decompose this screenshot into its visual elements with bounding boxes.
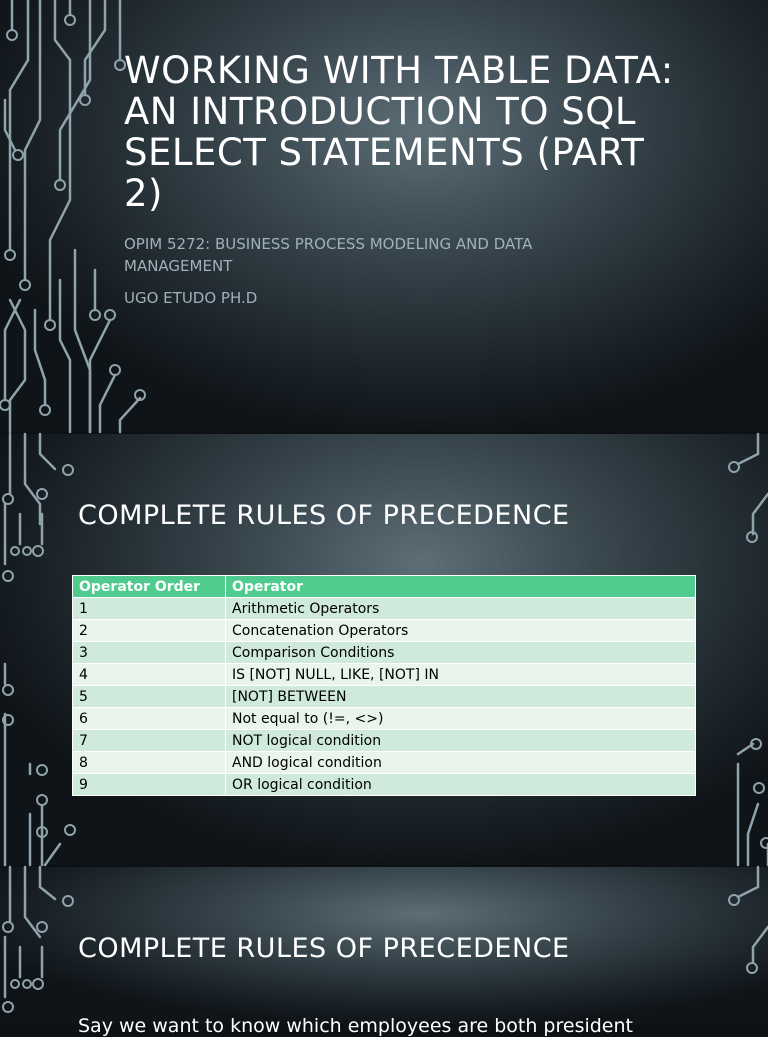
circuit-decoration-right (708, 434, 768, 865)
table-row (73, 664, 696, 686)
slide-heading: COMPLETE RULES OF PRECEDENCE (78, 933, 570, 964)
operator-order-cell: 5 (73, 686, 226, 708)
circuit-decoration-left (0, 867, 80, 1024)
operator-order-cell: 8 (73, 752, 226, 774)
table-row (73, 620, 696, 642)
table-row (73, 598, 696, 620)
operator-cell: AND logical condition (226, 752, 696, 774)
operator-order-cell: 3 (73, 642, 226, 664)
operator-order-cell: 1 (73, 598, 226, 620)
column-header-operator-order: Operator Order (73, 576, 226, 598)
table-header-row (73, 576, 696, 598)
operator-cell: [NOT] BETWEEN (226, 686, 696, 708)
table-row (73, 730, 696, 752)
table-row (73, 642, 696, 664)
presentation-title: WORKING WITH TABLE DATA: AN INTRODUCTION TO SQL SELECT STATEMENTS (PART 2) (124, 49, 674, 215)
precedence-table (72, 575, 696, 796)
operator-order-cell: 6 (73, 708, 226, 730)
precedence-example-slide (0, 867, 768, 1037)
operator-cell: OR logical condition (226, 774, 696, 796)
operator-cell: Comparison Conditions (226, 642, 696, 664)
table-row (73, 686, 696, 708)
circuit-decoration-left (0, 434, 80, 865)
operator-order-cell: 7 (73, 730, 226, 752)
operator-cell: Concatenation Operators (226, 620, 696, 642)
table-row (73, 752, 696, 774)
column-header-operator: Operator (226, 576, 696, 598)
precedence-slide (0, 434, 768, 865)
operator-cell: NOT logical condition (226, 730, 696, 752)
circuit-decoration-right (708, 867, 768, 1024)
operator-cell: IS [NOT] NULL, LIKE, [NOT] IN (226, 664, 696, 686)
operator-order-cell: 2 (73, 620, 226, 642)
author-name: UGO ETUDO PH.D (124, 289, 258, 307)
operator-order-cell: 9 (73, 774, 226, 796)
slide-body-text: Say we want to know which employees are both president (78, 1015, 633, 1037)
title-slide (0, 0, 768, 432)
operator-cell: Arithmetic Operators (226, 598, 696, 620)
table-row (73, 774, 696, 796)
operator-order-cell: 4 (73, 664, 226, 686)
table-row (73, 708, 696, 730)
slide-heading: COMPLETE RULES OF PRECEDENCE (78, 500, 570, 531)
operator-cell: Not equal to (!=, <>) (226, 708, 696, 730)
course-subtitle: OPIM 5272: BUSINESS PROCESS MODELING AND DATA MANAGEMENT (124, 235, 533, 275)
